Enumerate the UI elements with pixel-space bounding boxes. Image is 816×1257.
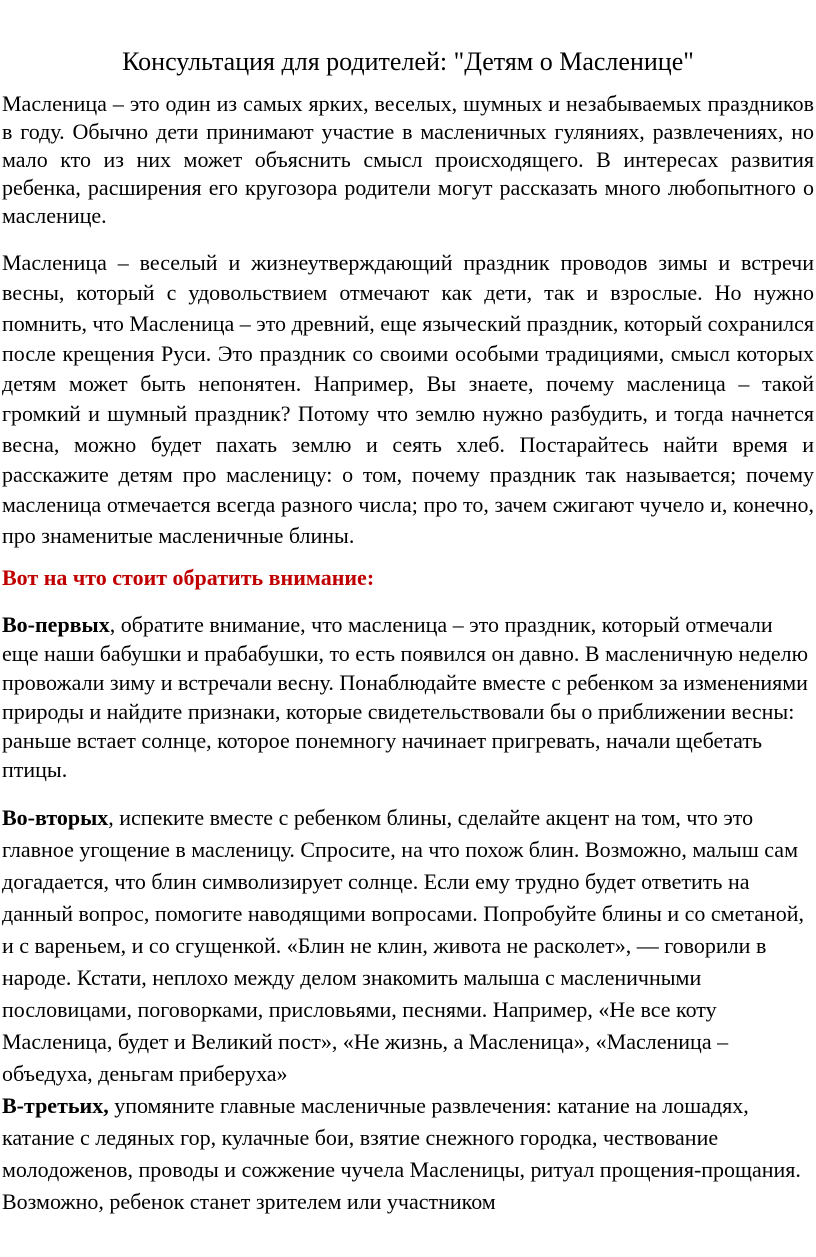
point-third-text: упомяните главные масленичные развлечения: катание на лошадях, катание с ледяных гор, кулачные бои, взятие снежного городка, чествование молодоженов, проводы и сожжение чучела Масленицы, ритуал прощения-прощания. Возможно, ребенок станет зрителем или участником	[2, 1092, 801, 1214]
point-first-text: , обратите внимание, что масленица – это праздник, который отмечали еще наши бабушки и прабабушки, то есть появился он давно. В масленичную неделю провожали зиму и встречали весну. Понаблюдайте вместе с ребенком за изменениями природы и найдите признаки, которые свидетельствовали бы о приближении весны: раньше встает солнце, которое понемногу начинает пригревать, начали щебетать птицы.	[2, 611, 809, 782]
point-first-lead: Во-первых	[2, 611, 110, 637]
point-third-paragraph	[2, 1090, 814, 1218]
point-third-lead: В-третьих,	[2, 1092, 109, 1118]
document-title: Консультация для родителей: "Детям о Масленице"	[122, 47, 694, 76]
point-second-paragraph	[2, 802, 814, 1090]
point-second-text: , испеките вместе с ребенком блины, сделайте акцент на том, что это главное угощение в масленицу. Спросите, на что похож блин. Возможно, малыш сам догадается, что блин символизирует солнце. Если ему трудно будет ответить на данный вопрос, помогите наводящими вопросами. Попробуйте блины и со сметаной, и с вареньем, и со сгущенкой. «Блин не клин, живота не расколет», — говорили в народе. Кстати, неплохо между делом знакомить малыша с масленичными пословицами, поговорками, присловьями, песнями. Например, «Не все коту Масленица, будет и Великий пост», «Не жизнь, а Масленица», «Масленица – объедуха, деньгам приберуха»	[2, 804, 805, 1086]
about-paragraph: Масленица – веселый и жизнеутверждающий праздник проводов зимы и встречи весны, который с удовольствием отмечают как дети, так и взрослые. Но нужно помнить, что Масленица – это древний, еще языческий праздник, который сохранился после крещения Руси. Это праздник со своими особыми традициями, смысл которых детям может быть непонятен. Например, Вы знаете, почему масленица – такой громкий и шумный праздник? Потому что землю нужно разбудить, и тогда начнется весна, можно будет пахать землю и сеять хлеб. Постарайтесь найти время и расскажите детям про масленицу: о том, почему праздник так называется; почему масленица отмечается всегда разного числа; про то, зачем сжигают чучело и, конечно, про знаменитые масленичные блины.	[2, 250, 814, 548]
point-second-lead: Во-вторых	[2, 804, 109, 830]
attention-heading: Вот на что стоит обратить внимание:	[2, 564, 375, 590]
intro-paragraph: Масленица – это один из самых ярких, веселых, шумных и незабываемых праздников в году. Обычно дети принимают участие в масленичных гуляниях, развлечениях, но мало кто из них может объяснить смысл происходящего. В интересах развития ребенка, расширения его кругозора родители могут рассказать много любопытного о масленице.	[2, 91, 814, 228]
point-first-paragraph	[2, 610, 814, 784]
